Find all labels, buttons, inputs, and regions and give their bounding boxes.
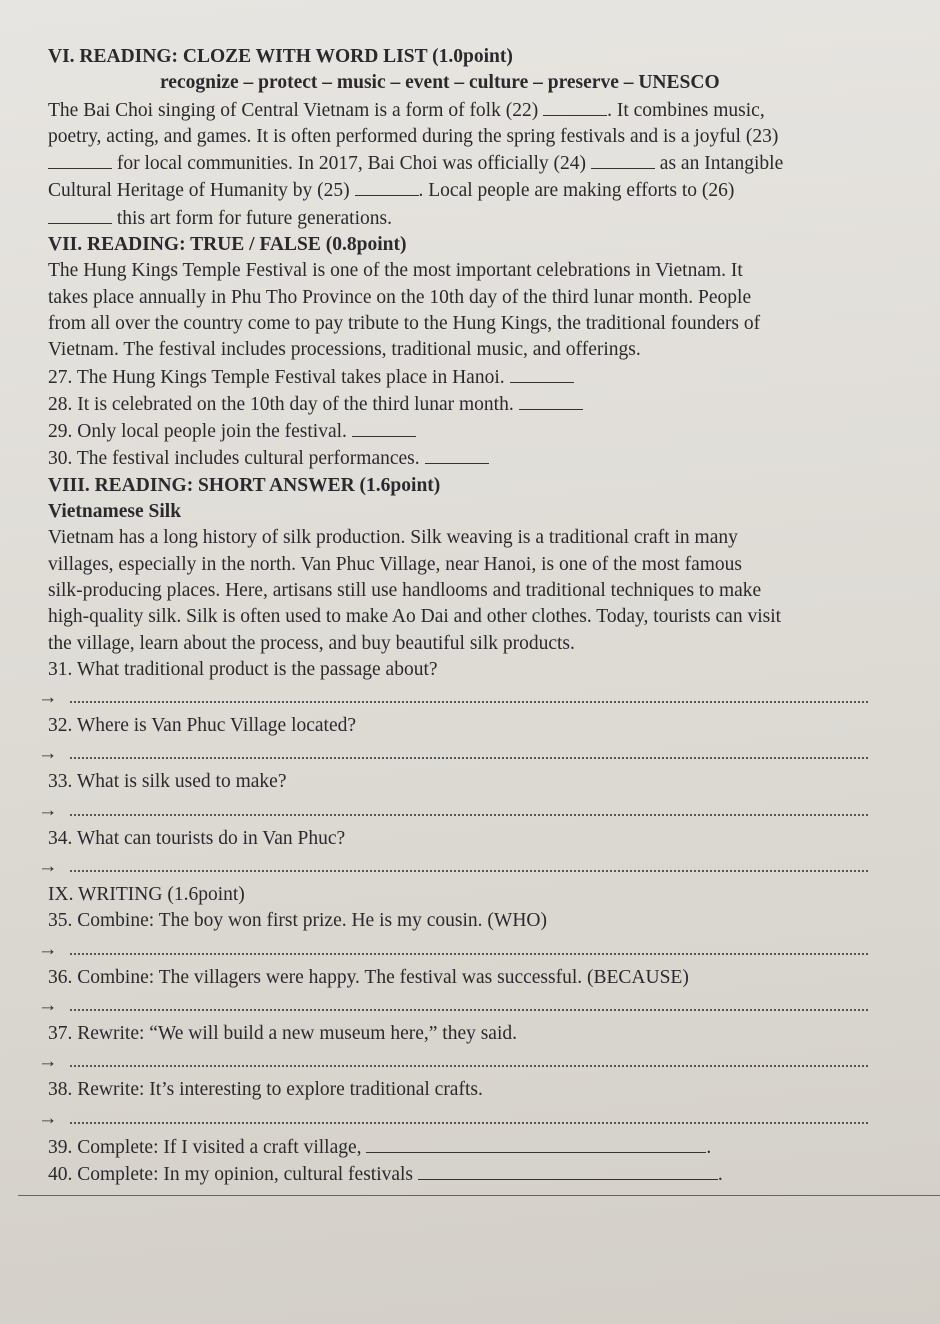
answer-line-40[interactable]: [18, 1195, 940, 1196]
answer-blank-27[interactable]: [510, 364, 574, 383]
question-38: 38. Rewrite: It’s interesting to explore traditional crafts.: [48, 1079, 483, 1101]
passage-title: Vietnamese Silk: [48, 501, 182, 523]
cloze-line-5: [48, 205, 928, 232]
question-39: [48, 1134, 928, 1161]
cloze-line-2: poetry, acting, and games. It is often performed during the spring festivals and is a joyful (23): [48, 125, 779, 147]
section-8-heading: VIII. READING: SHORT ANSWER (1.6point): [48, 474, 441, 496]
sa-passage-line: silk-producing places. Here, artisans still use handlooms and traditional techniques to make: [48, 579, 762, 601]
answer-line-31[interactable]: [38, 683, 928, 713]
blank-23[interactable]: [48, 150, 112, 169]
cloze-line-1: [48, 97, 928, 124]
dotted-line: [70, 1122, 868, 1124]
dotted-line: [70, 757, 868, 759]
question-31: 31. What traditional product is the passage about?: [48, 658, 438, 680]
question-text: 40. Complete: In my opinion, cultural festivals: [48, 1163, 414, 1185]
question-34: 34. What can tourists do in Van Phuc?: [48, 827, 346, 849]
cloze-line-4: [48, 177, 928, 204]
dotted-line: [70, 701, 868, 703]
dotted-line: [70, 870, 868, 872]
section-9-heading: IX. WRITING (1.6point): [48, 884, 245, 906]
question-37: 37. Rewrite: “We will build a new museum here,” they said.: [48, 1022, 518, 1044]
dotted-line: [70, 814, 868, 816]
tf-passage-line: from all over the country come to pay tribute to the Hung Kings, the traditional founders of: [48, 312, 761, 334]
sa-passage-line: the village, learn about the process, and buy beautiful silk products.: [48, 632, 575, 654]
question-text: 28. It is celebrated on the 10th day of the third lunar month.: [48, 393, 514, 415]
blank-22[interactable]: [543, 97, 607, 116]
cloze-text: The Bai Choi singing of Central Vietnam is a form of folk (22): [48, 99, 539, 121]
cloze-text: . Local people are making efforts to (26): [418, 180, 735, 202]
section-7-heading: VII. READING: TRUE / FALSE (0.8point): [48, 234, 407, 256]
question-33: 33. What is silk used to make?: [48, 771, 287, 793]
answer-line-36[interactable]: [38, 991, 928, 1021]
answer-blank-28[interactable]: [519, 391, 583, 410]
dotted-line: [70, 1009, 868, 1011]
sa-passage-line: villages, especially in the north. Van Phuc Village, near Hanoi, is one of the most famous: [48, 553, 743, 575]
question-text: 30. The festival includes cultural performances.: [48, 448, 420, 470]
question-text: 39. Complete: If I visited a craft village,: [48, 1136, 362, 1158]
question-29: [48, 418, 928, 445]
answer-blank-40[interactable]: [418, 1161, 718, 1180]
tf-passage-line: The Hung Kings Temple Festival is one of the most important celebrations in Vietnam. It: [48, 260, 743, 282]
word-list: recognize – protect – music – event – culture – preserve – UNESCO: [160, 72, 720, 94]
period: .: [717, 1163, 723, 1185]
question-text: 27. The Hung Kings Temple Festival takes place in Hanoi.: [48, 366, 505, 388]
blank-26[interactable]: [48, 205, 112, 224]
blank-24[interactable]: [591, 150, 655, 169]
answer-line-35[interactable]: [38, 935, 928, 965]
sa-passage-line: high-quality silk. Silk is often used to make Ao Dai and other clothes. Today, tourists can visit: [48, 606, 782, 628]
question-27: [48, 364, 928, 391]
period: .: [706, 1136, 712, 1158]
answer-blank-39[interactable]: [366, 1134, 706, 1153]
blank-25[interactable]: [355, 177, 419, 196]
answer-line-34[interactable]: [38, 852, 928, 882]
arrow-icon: →: [38, 799, 58, 821]
arrow-icon: →: [38, 1107, 58, 1129]
cloze-text: this art form for future generations.: [116, 207, 392, 229]
question-30: [48, 445, 928, 472]
arrow-icon: →: [38, 1051, 58, 1073]
sa-passage-line: Vietnam has a long history of silk production. Silk weaving is a traditional craft in many: [48, 527, 738, 549]
answer-line-37[interactable]: [38, 1047, 928, 1077]
question-32: 32. Where is Van Phuc Village located?: [48, 715, 357, 737]
answer-blank-29[interactable]: [352, 418, 416, 437]
cloze-text: for local communities. In 2017, Bai Choi was officially (24): [116, 153, 587, 175]
answer-blank-30[interactable]: [425, 445, 489, 464]
answer-line-32[interactable]: [38, 739, 928, 769]
cloze-line-3: [48, 150, 928, 177]
answer-line-33[interactable]: [38, 796, 928, 826]
question-40: [48, 1161, 928, 1188]
dotted-line: [70, 953, 868, 955]
tf-passage-line: takes place annually in Phu Tho Province on the 10th day of the third lunar month. People: [48, 286, 752, 308]
arrow-icon: →: [38, 994, 58, 1016]
arrow-icon: →: [38, 687, 58, 709]
arrow-icon: →: [38, 938, 58, 960]
question-35: 35. Combine: The boy won first prize. He is my cousin. (WHO): [48, 910, 547, 932]
worksheet-content: [38, 44, 928, 1188]
tf-passage-line: Vietnam. The festival includes processions, traditional music, and offerings.: [48, 339, 641, 361]
question-28: [48, 391, 928, 418]
section-6-heading: VI. READING: CLOZE WITH WORD LIST (1.0point): [48, 46, 513, 67]
question-36: 36. Combine: The villagers were happy. The festival was successful. (BECAUSE): [48, 966, 689, 988]
dotted-line: [70, 1065, 868, 1067]
cloze-text: . It combines music,: [607, 99, 765, 121]
answer-line-38[interactable]: [38, 1104, 928, 1134]
arrow-icon: →: [38, 743, 58, 765]
arrow-icon: →: [38, 856, 58, 878]
cloze-text: Cultural Heritage of Humanity by (25): [48, 180, 350, 202]
cloze-text: as an Intangible: [659, 153, 784, 175]
question-text: 29. Only local people join the festival.: [48, 421, 347, 443]
